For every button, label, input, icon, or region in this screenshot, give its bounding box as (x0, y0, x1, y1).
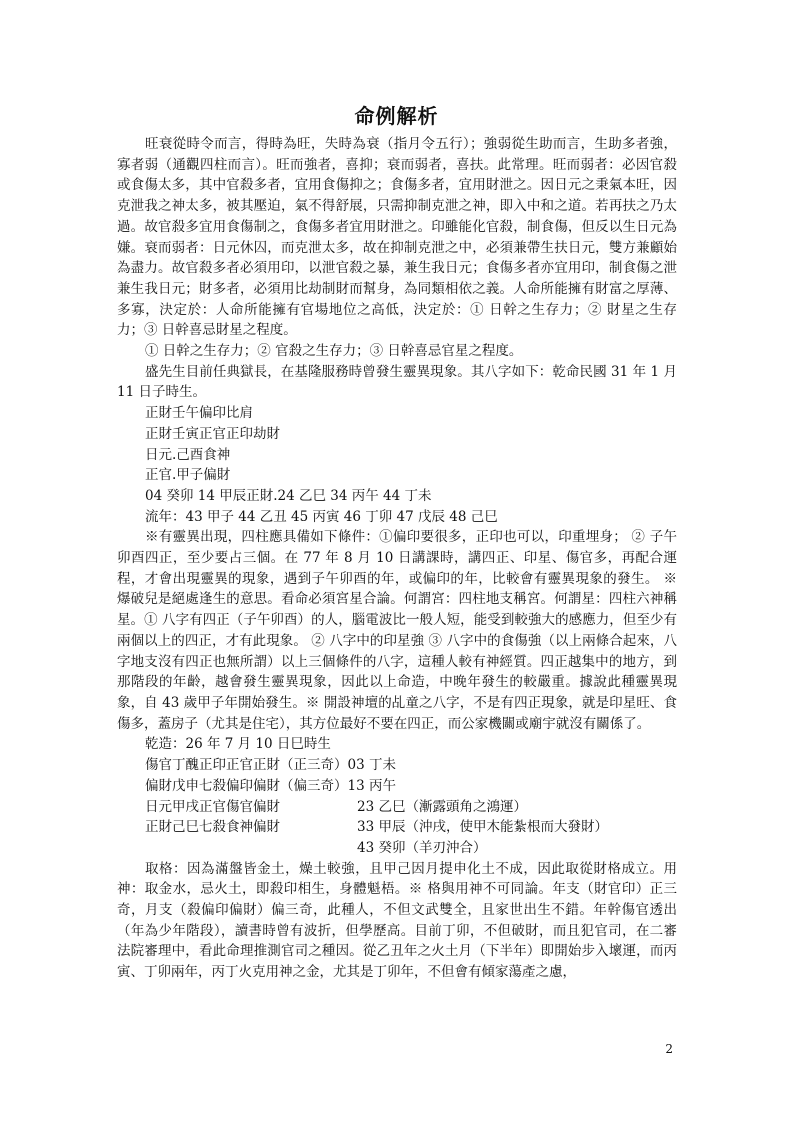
paragraph-official-criteria: ① 日幹之生存力；② 官殺之生存力；③ 日幹喜忌官星之程度。 (145, 343, 523, 360)
paragraph-case-intro: 盛先生目前任典獄長，在基隆服務時曾發生靈異現象。其八字如下：乾命民國 31 年 1 月 11 日子時生。 (117, 363, 677, 401)
chart1-line: 正財壬午偏印比肩 (145, 405, 253, 422)
chart2-row (117, 838, 677, 859)
chart2-row-right: 43 癸卯（羊刃沖合） (357, 839, 487, 856)
paragraph-strength-theory: 旺衰從時令而言，得時為旺，失時為衰（指月令五行）；強弱從生助而言，生助多者強，寡者弱（通觀四柱而言）。旺而強者，喜抑；衰而弱者，喜扶。此常理。旺而弱者：必因官殺或食傷太多，其中官殺多者，宜用食傷抑之；食傷多者，宜用財泄之。因日元之秉氣本旺，因克泄我之神太多，被其壓迫，氣不得舒展，只需抑制克泄之神，即入中和之道。若再扶之乃太過。故官殺多宜用食傷制之，食傷多者宜用財泄之。印雖能化官殺，制食傷，但反以生日元為嫌。衰而弱者：日元休囚，而克泄太多，故在抑制克泄之中，必須兼帶生扶日元，雙方兼顧始為盡力。故官殺多者必須用印，以泄官殺之暴，兼生我日元；食傷多者亦宜用印，制食傷之泄兼生我日元；財多者，必須用比劫制財而幫身，為同類相依之義。人命所能擁有財富之厚薄、多寡，決定於：人命所能擁有官場地位之高低，決定於：① 日幹之生存力；② 財星之生存力；③ 日幹喜忌財星之程度。 (117, 136, 677, 339)
document-body (117, 134, 677, 983)
chart2-row-right: 33 甲辰（沖戌，使甲木能紮根而大發財） (357, 819, 608, 836)
page-title: 命例解析 (354, 104, 439, 128)
chart2-row-left: 偏財戊申七殺偏印偏財（偏三奇）13 丙午 (145, 777, 396, 794)
chart1-line: 正財壬寅正官正印劫財 (145, 425, 280, 442)
paragraph-analysis: 取格：因為滿盤皆金土，燥土較強，且甲己因月提申化土不成，因此取從財格成立。用神：取金水，忌火土，即殺印相生，身體魁梧。※ 格與用神不可同論。年支（財官印）正三奇，月支（殺偏印偏財）偏三奇，此種人，不但文武雙全，且家世出生不錯。年幹傷官透出（年為少年階段），讀書時曾有波折，但學歷高。目前丁卯，不但破財，而且犯官司，在二審法院審理中，看此命理推測官司之種因。從乙丑年之火土月（下半年）即開始步入壞運，而丙寅、丁卯兩年，丙丁火克用神之金，尤其是丁卯年，不但會有傾家蕩產之慮， (117, 860, 677, 981)
chart2-row-left: 日元甲戌正官傷官偏財 (145, 798, 280, 815)
chart2-row (117, 776, 677, 797)
chart2-row-right: 23 乙巳（漸露頭角之鴻運） (357, 798, 527, 815)
chart1-dayun: 04 癸卯 14 甲辰正財.24 乙巳 34 丙午 44 丁未 (145, 487, 432, 504)
chart1-liunian: 流年：43 甲子 44 乙丑 45 丙寅 46 丁卯 47 戊辰 48 己巳 (145, 508, 498, 525)
chart2-row (117, 817, 677, 838)
chart2-row (117, 755, 677, 776)
chart2-header: 乾造：26 年 7 月 10 日巳時生 (145, 736, 331, 753)
chart1-line: 正官.甲子偏財 (145, 467, 231, 484)
chart2-row-left (145, 838, 357, 859)
chart2-row-left: 正財己巳七殺食神偏財 (145, 819, 280, 836)
chart1-line: 日元.己酉食神 (145, 446, 231, 463)
chart2-row (117, 797, 677, 818)
page-number: 2 (665, 1042, 673, 1056)
paragraph-spiritual-phenomena: ※有靈異出現，四柱應具備如下條件：①偏印要很多，正印也可以，印重埋身； ② 子午卯酉四正，至少要占三個。在 77 年 8 月 10 日講課時，講四正、印星、傷官多，再配合運程，才會出現靈異的現象，遇到子午卯酉的年，或偏印的年，比較會有靈異現象的發生。 ※ 爆破兒是絕處逢生的意思。看命必須宮星合論。何謂宮：四柱地支稱宮。何謂星：四柱六神稱星。① 八字有四正（子午卯酉）的人，腦電波比一般人短，能受到較強大的感應力，但至少有兩個以上的四正，才有此現象。 ② 八字中的印星強 ③ 八字中的食傷強（以上兩條合起來，八字地支沒有四正也無所謂）以上三個條件的八字，這種人較有神經質。四正越集中的地方，到那階段的年齡，越會發生靈異現象，因此以上命造，中晚年發生的較嚴重。據說此種靈異現象，自 43 歲甲子年開始發生。※ 開設神壇的乩童之八字，不是有四正現象，就是印星旺、食傷多，蓋房子（尤其是住宅），其方位最好不要在四正，而公家機關或廟宇就沒有關係了。 (117, 529, 677, 732)
chart2-row-left: 傷官丁醜正印正官正財（正三奇）03 丁未 (145, 757, 396, 774)
